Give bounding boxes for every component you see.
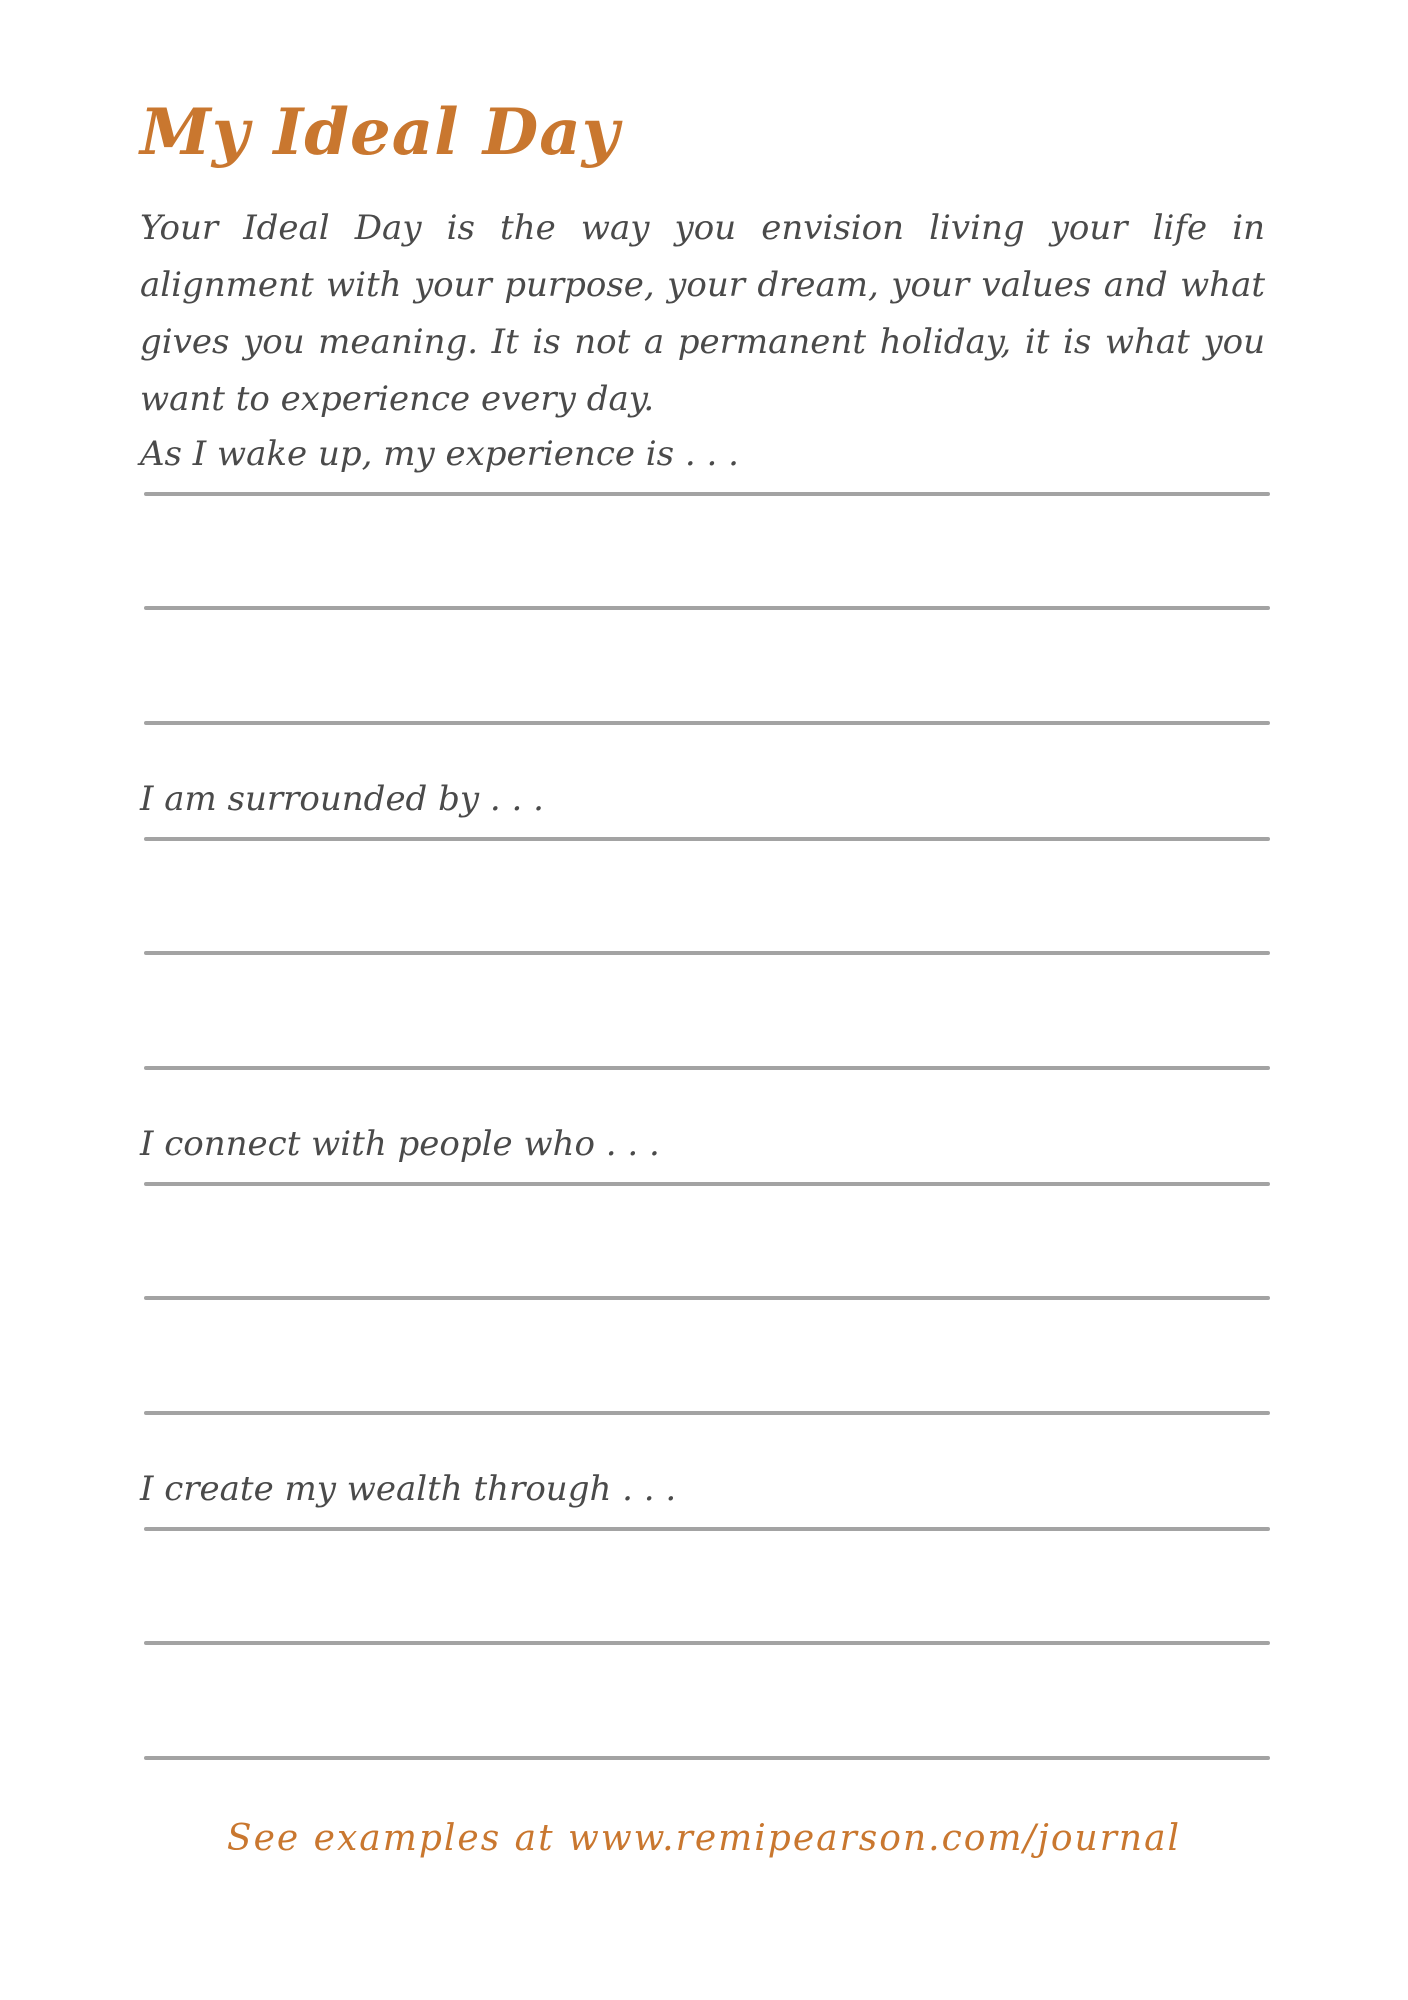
- writing-line[interactable]: [144, 951, 1270, 955]
- writing-line[interactable]: [144, 1641, 1270, 1645]
- writing-line[interactable]: [144, 606, 1270, 610]
- writing-line[interactable]: [144, 1066, 1270, 1070]
- section-prompt: As I wake up, my experience is . . .: [140, 434, 739, 474]
- section-prompt: I create my wealth through . . .: [140, 1469, 677, 1509]
- writing-line[interactable]: [144, 492, 1270, 496]
- writing-line[interactable]: [144, 721, 1270, 725]
- page-title: My Ideal Day: [140, 95, 620, 170]
- writing-line[interactable]: [144, 1182, 1270, 1186]
- writing-line[interactable]: [144, 837, 1270, 841]
- footer-link[interactable]: See examples at www.remipearson.com/journal: [226, 1818, 1182, 1859]
- writing-line[interactable]: [144, 1756, 1270, 1760]
- writing-line[interactable]: [144, 1527, 1270, 1531]
- intro-paragraph: Your Ideal Day is the way you envision living your life in alignment with your purpose, your dream, your values and what gives you meaning. It is not a permanent holiday, it is what you want to experience every day.: [140, 208, 1265, 419]
- writing-line[interactable]: [144, 1411, 1270, 1415]
- writing-line[interactable]: [144, 1296, 1270, 1300]
- section-prompt: I am surrounded by . . .: [140, 779, 544, 819]
- section-prompt: I connect with people who . . .: [140, 1124, 660, 1164]
